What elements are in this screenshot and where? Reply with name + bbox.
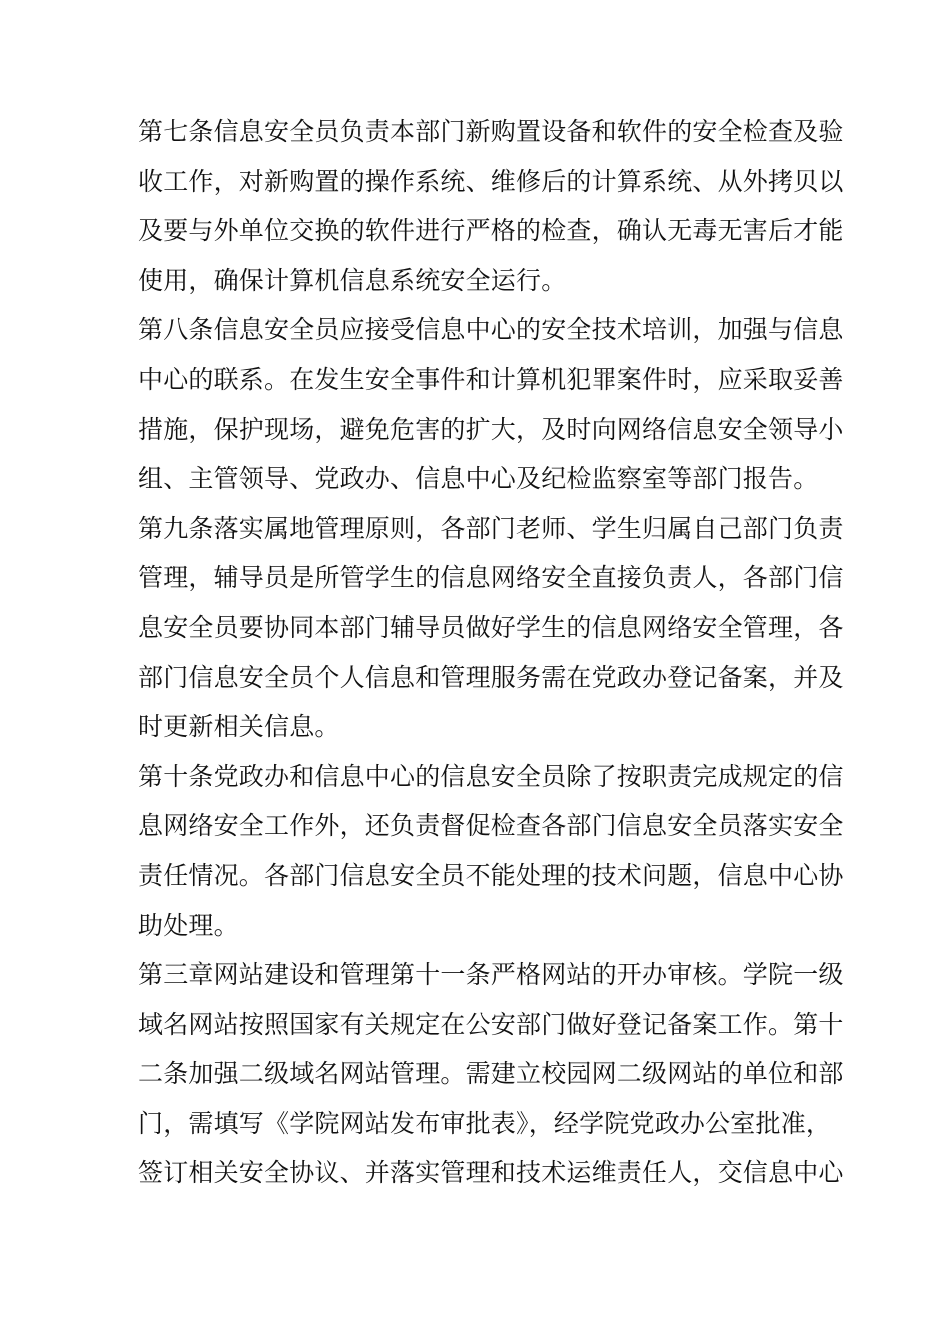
text-line: 管理，辅导员是所管学生的信息网络安全直接负责人，各部门信: [138, 563, 844, 593]
text-line: 域名网站按照国家有关规定在公安部门做好登记备案工作。第十: [138, 1009, 844, 1039]
text-line: 措施，保护现场，避免危害的扩大，及时向网络信息安全领导小: [138, 414, 844, 444]
text-line: 使用，确保计算机信息系统安全运行。: [138, 265, 567, 295]
article-8-paragraph: [138, 305, 844, 503]
text-line: 二条加强二级域名网站管理。需建立校园网二级网站的单位和部: [138, 1059, 844, 1089]
document-body: [138, 107, 844, 1198]
text-line: 第七条信息安全员负责本部门新购置设备和软件的安全检查及验: [138, 117, 844, 146]
text-line: 第十条党政办和信息中心的信息安全员除了按职责完成规定的信: [138, 761, 844, 791]
text-line: 责任情况。各部门信息安全员不能处理的技术问题，信息中心协: [138, 860, 844, 890]
text-line: 签订相关安全协议、并落实管理和技术运维责任人，交信息中心: [138, 1158, 844, 1188]
text-line: 时更新相关信息。: [138, 712, 340, 742]
text-line: 息网络安全工作外，还负责督促检查各部门信息安全员落实安全: [138, 811, 844, 841]
article-7-paragraph: [138, 107, 844, 305]
text-line: 第八条信息安全员应接受信息中心的安全技术培训，加强与信息: [138, 315, 844, 345]
text-line: 组、主管领导、党政办、信息中心及纪检监察室等部门报告。: [138, 464, 819, 494]
text-line: 助处理。: [138, 910, 239, 940]
text-line: 中心的联系。在发生安全事件和计算机犯罪案件时，应采取妥善: [138, 364, 844, 394]
text-line: 第九条落实属地管理原则，各部门老师、学生归属自己部门负责: [138, 513, 844, 543]
text-line: 息安全员要协同本部门辅导员做好学生的信息网络安全管理，各: [138, 612, 844, 642]
chapter-3-paragraph: [138, 950, 844, 1198]
text-line: 部门信息安全员个人信息和管理服务需在党政办登记备案，并及: [138, 662, 844, 692]
text-line: 及要与外单位交换的软件进行严格的检查，确认无毒无害后才能: [138, 216, 844, 246]
text-line: 第三章网站建设和管理第十一条严格网站的开办审核。学院一级: [138, 960, 844, 990]
text-line: 门，需填写《学院网站发布审批表》，经学院党政办公室批准，: [138, 1108, 832, 1138]
article-10-paragraph: [138, 752, 844, 950]
article-9-paragraph: [138, 504, 844, 752]
text-line: 收工作，对新购置的操作系统、维修后的计算系统、从外拷贝以: [138, 166, 844, 196]
